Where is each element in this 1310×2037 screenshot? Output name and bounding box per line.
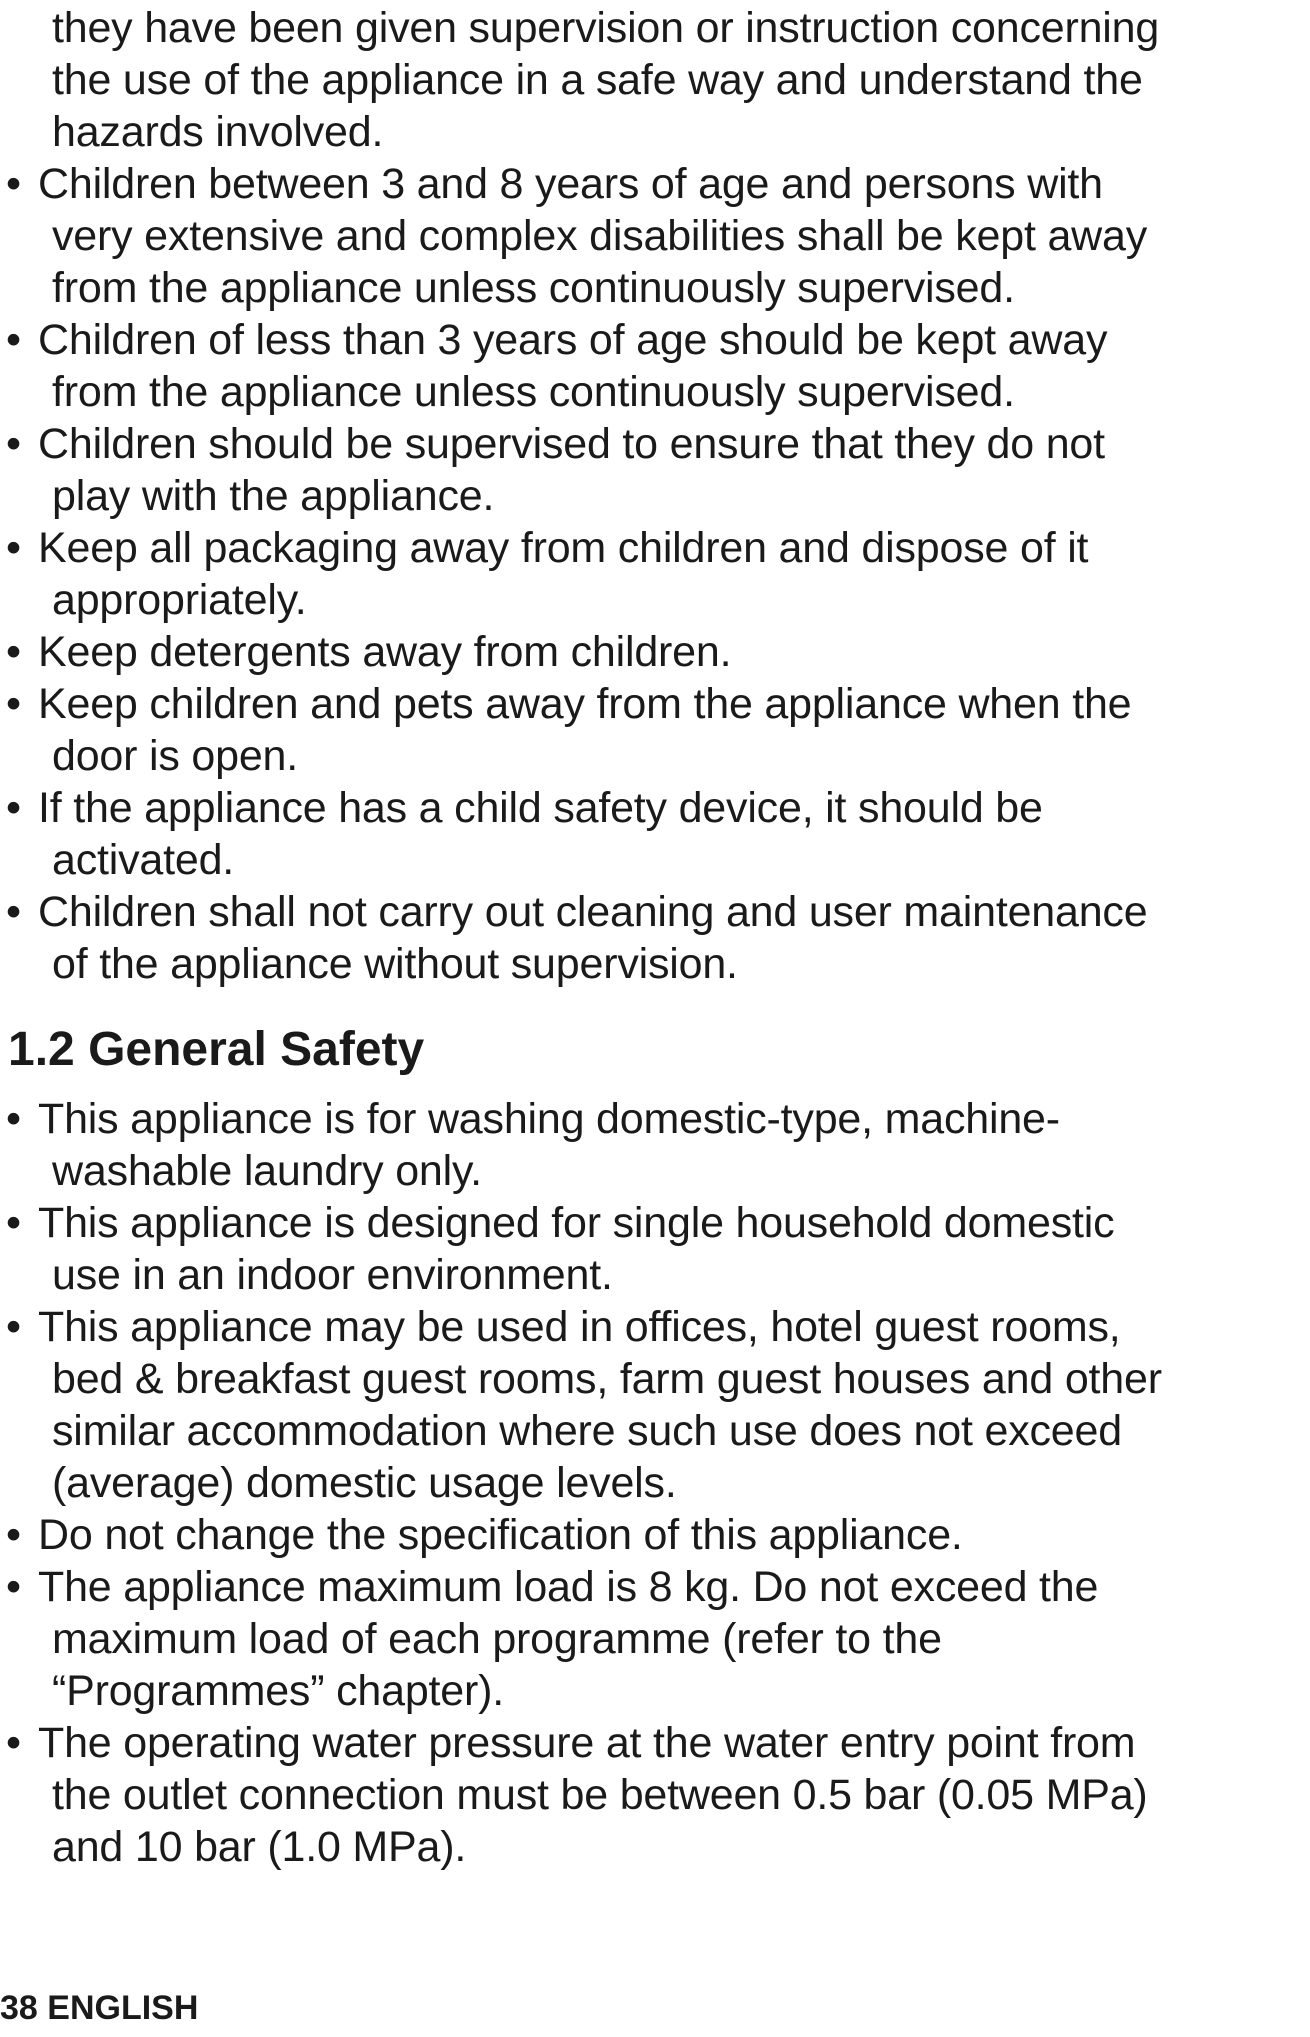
list-item-text: maximum load of each programme (refer to the: [52, 1615, 942, 1663]
list-item-text: The operating water pressure at the water entry point from: [38, 1719, 1136, 1767]
list-item-text: from the appliance unless continuously supervised.: [52, 264, 1015, 312]
list-item-text: of the appliance without supervision.: [52, 940, 738, 988]
list-item: [0, 626, 1310, 678]
page-footer: 38 ENGLISH: [0, 1989, 199, 2027]
bullet-icon: •: [6, 888, 21, 936]
list-item-text: Children shall not carry out cleaning and user maintenance: [38, 888, 1148, 936]
list-item-text: bed & breakfast guest rooms, farm guest houses and other: [52, 1355, 1162, 1403]
list-item-text: similar accommodation where such use does not exceed: [52, 1407, 1122, 1455]
list-item-text: “Programmes” chapter).: [52, 1667, 504, 1715]
list-item: [0, 158, 1310, 314]
list-item: [0, 1717, 1310, 1873]
bullet-icon: •: [6, 680, 21, 728]
list-item-text: This appliance is designed for single household domestic: [38, 1199, 1115, 1247]
list-item-text: door is open.: [52, 732, 299, 780]
list-item-text: from the appliance unless continuously supervised.: [52, 368, 1015, 416]
list-item-text: (average) domestic usage levels.: [52, 1459, 677, 1507]
list-item: [0, 1561, 1310, 1717]
bullet-icon: •: [6, 1563, 21, 1611]
bullet-icon: •: [6, 1095, 21, 1143]
list-item-text: the outlet connection must be between 0.5 bar (0.05 MPa): [52, 1771, 1148, 1819]
list-item-text: appropriately.: [52, 576, 307, 624]
list-item: [0, 418, 1310, 522]
list-item-text: Children between 3 and 8 years of age and persons with: [38, 160, 1103, 208]
list-item-text: use in an indoor environment.: [52, 1251, 613, 1299]
list-item: [0, 678, 1310, 782]
list-item-text: play with the appliance.: [52, 472, 495, 520]
list-item-text: washable laundry only.: [52, 1147, 482, 1195]
bullet-icon: •: [6, 784, 21, 832]
text-line: the use of the appliance in a safe way and understand the: [52, 56, 1143, 104]
list-item-text: The appliance maximum load is 8 kg. Do not exceed the: [38, 1563, 1099, 1611]
bullet-icon: •: [6, 1511, 21, 1559]
list-item-text: This appliance may be used in offices, hotel guest rooms,: [38, 1303, 1121, 1351]
list-item-text: very extensive and complex disabilities shall be kept away: [52, 212, 1148, 260]
list-item-text: Keep children and pets away from the appliance when the: [38, 680, 1132, 728]
child-safety-list: [0, 158, 1310, 990]
list-item: [0, 314, 1310, 418]
bullet-icon: •: [6, 524, 21, 572]
list-item-text: Keep detergents away from children.: [38, 628, 732, 676]
bullet-icon: •: [6, 1199, 21, 1247]
bullet-icon: •: [6, 160, 21, 208]
bullet-icon: •: [6, 316, 21, 364]
list-item: [0, 1197, 1310, 1301]
list-item: [0, 1301, 1310, 1509]
general-safety-list: [0, 1093, 1310, 1873]
list-item: [0, 782, 1310, 886]
list-item-text: This appliance is for washing domestic-type, machine-: [38, 1095, 1060, 1143]
bullet-icon: •: [6, 1719, 21, 1767]
bullet-icon: •: [6, 420, 21, 468]
bullet-icon: •: [6, 628, 21, 676]
list-item-text: Do not change the specification of this appliance.: [38, 1511, 963, 1559]
text-line: they have been given supervision or instruction concerning: [52, 4, 1160, 52]
list-item-text: activated.: [52, 836, 235, 884]
list-item: [0, 886, 1310, 990]
list-item: [0, 1509, 1310, 1561]
list-item-text: Children should be supervised to ensure that they do not: [38, 420, 1105, 468]
list-item-text: If the appliance has a child safety device, it should be: [38, 784, 1043, 832]
section-heading: 1.2 General Safety: [8, 1023, 425, 1076]
list-item-text: and 10 bar (1.0 MPa).: [52, 1823, 467, 1871]
bullet-icon: •: [6, 1303, 21, 1351]
list-item-text: Children of less than 3 years of age should be kept away: [38, 316, 1108, 364]
list-item: [0, 522, 1310, 626]
text-line: hazards involved.: [52, 108, 384, 156]
list-item-text: Keep all packaging away from children and dispose of it: [38, 524, 1089, 572]
list-item: [0, 1093, 1310, 1197]
continuation-text: [0, 2, 1310, 158]
